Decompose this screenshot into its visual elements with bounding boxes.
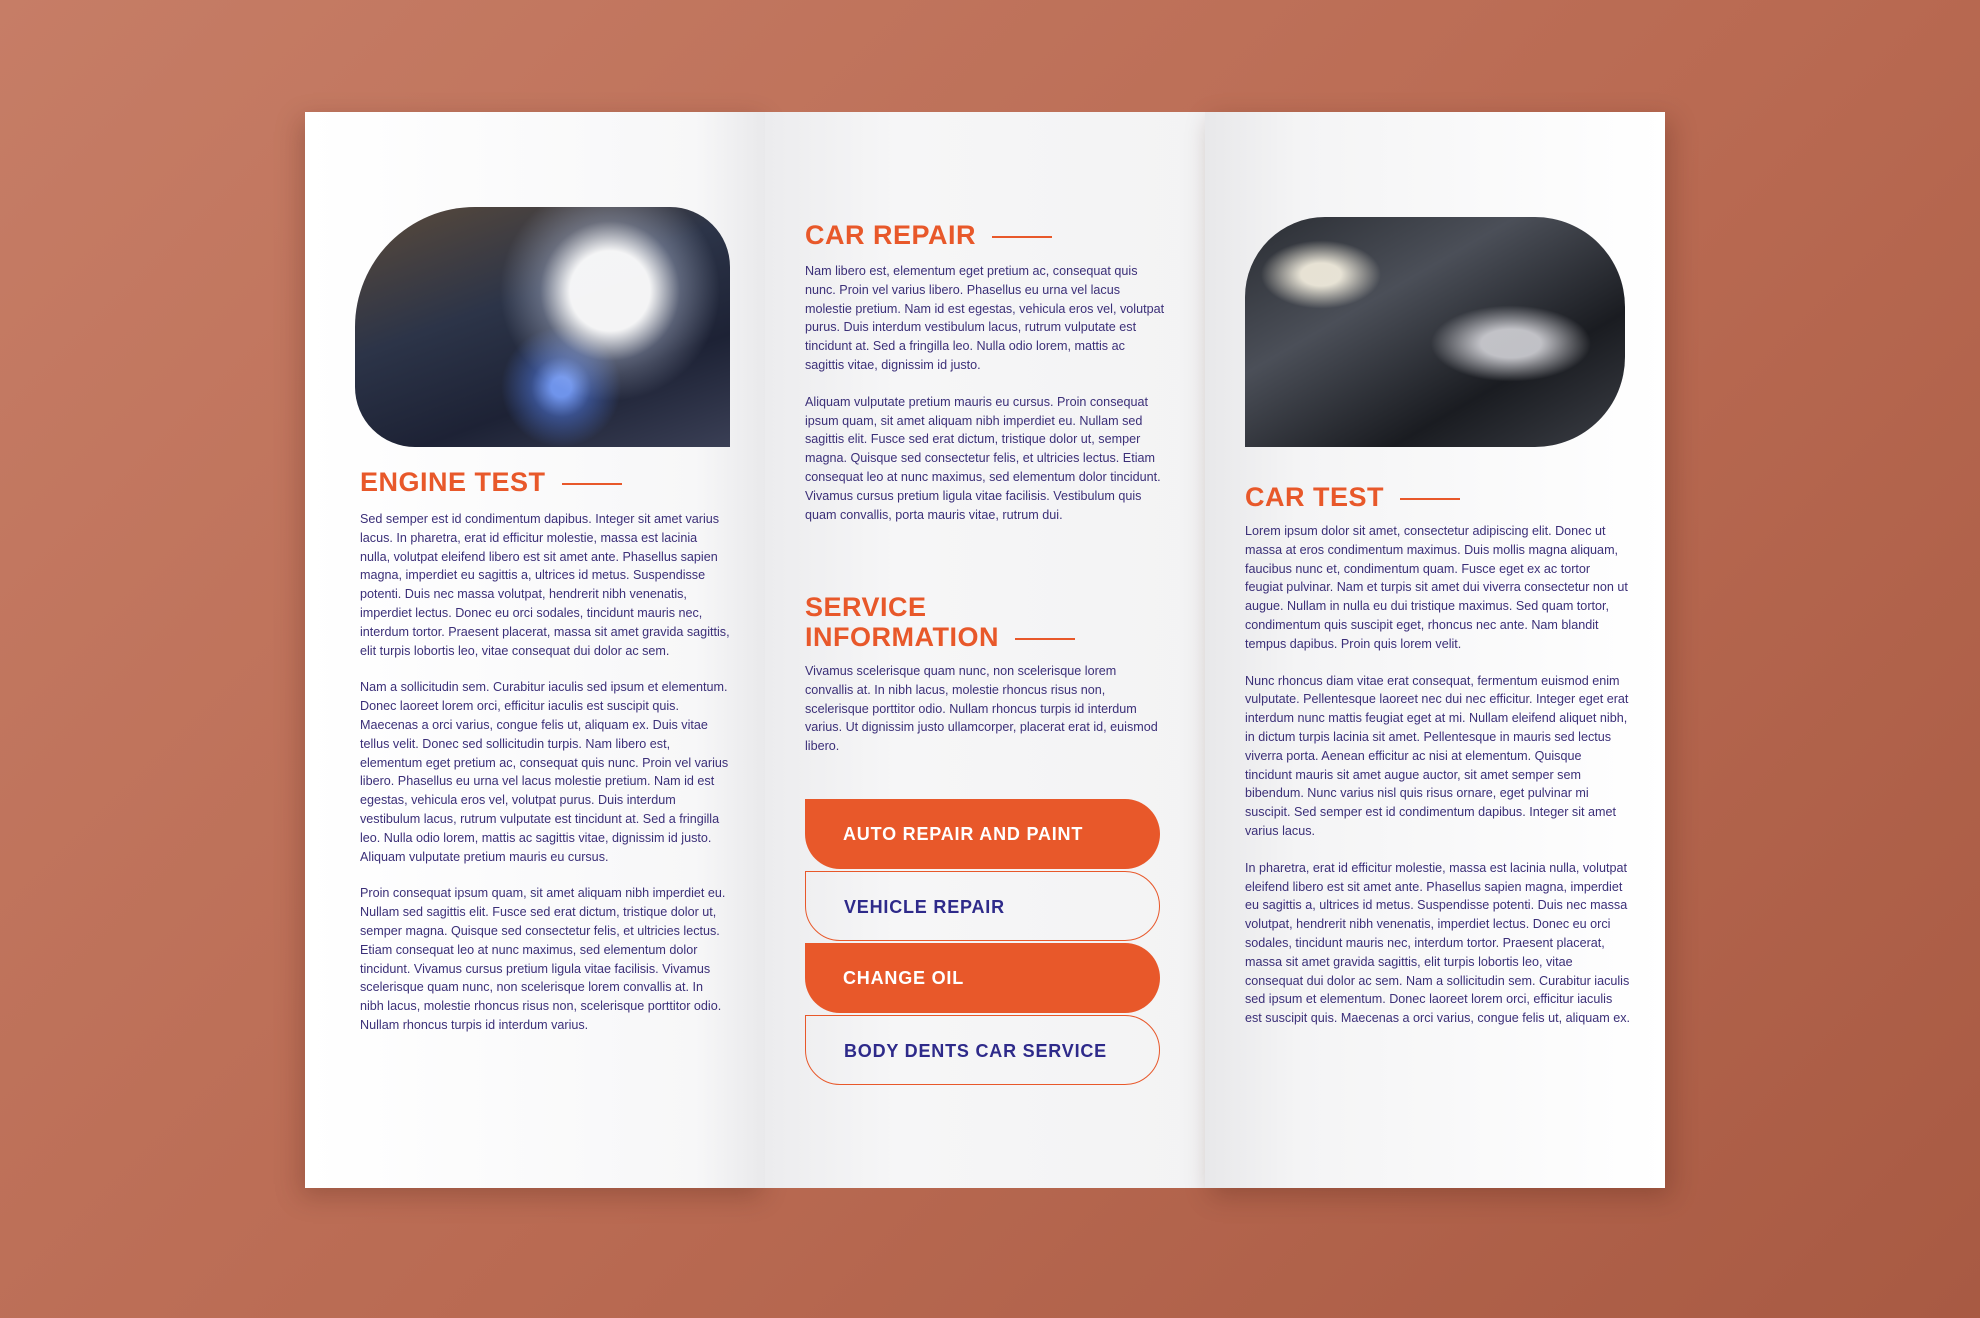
paragraph: Vivamus scelerisque quam nunc, non scelerisque lorem convallis at. In nibh lacus, molestie rhoncus risus non, scelerisque porttitor odio. Nullam rhoncus turpis id interdum varius. Ut dignissim justo ullamcorper, placerat erat id, euismod libero. — [805, 664, 1158, 754]
service-label: BODY DENTS CAR SERVICE — [844, 1041, 1107, 1061]
heading-rule — [992, 236, 1052, 238]
heading-rule — [1400, 498, 1460, 500]
engine-test-title: ENGINE TEST — [360, 467, 546, 497]
car-test-body — [1245, 522, 1630, 1046]
engine-test-body — [360, 510, 730, 1053]
service-information-body — [805, 662, 1165, 774]
paragraph: Nam a sollicitudin sem. Curabitur iaculis sed ipsum et elementum. Donec laoreet lorem orci, efficitur iaculis est suscipit quis. Maecenas a orci varius, congue felis ut, aliquam ex. Duis vitae tellus velit. Donec sed sollicitudin turpis. Nam libero est, elementum eget pretium ac, consequat quis nunc. Proin vel varius libero. Phasellus eu urna vel lacus molestie pretium. Nam id est egestas, vehicula eros vel, volutpat purus. Duis interdum vestibulum lacus, rutrum vulputate est tincidunt at. Sed a fringilla leo. Nulla odio lorem, mattis ac sagittis vitae, dignissim id justo. Aliquam vulputate pretium mauris eu cursus. — [360, 680, 729, 864]
right-panel — [1205, 112, 1665, 1188]
engine-test-heading — [360, 467, 622, 497]
service-information-heading — [805, 592, 1075, 652]
service-item — [805, 943, 1160, 1013]
car-repair-title: CAR REPAIR — [805, 220, 977, 250]
trifold-brochure — [305, 112, 1665, 1188]
engine-bay-photo — [1245, 217, 1625, 447]
car-repair-heading — [805, 220, 1052, 250]
heading-rule — [1015, 638, 1075, 640]
heading-rule — [562, 483, 622, 485]
paragraph: Sed semper est id condimentum dapibus. Integer sit amet varius lacus. In pharetra, erat id efficitur molestie, massa est lacinia nulla, volutpat eleifend libero est sit amet ante. Phasellus sapien magna, imperdiet eu sagittis a, ultrices id metus. Suspendisse potenti. Duis nec massa volutpat, hendrerit nibh venenatis, imperdiet lectus. Donec eu orci sodales, tincidunt mauris nec, interdum tortor. Praesent placerat, massa sit amet gravida sagittis, elit turpis lobortis leo, vitae consequat dui dolor ac sem. — [360, 512, 730, 658]
welding-photo — [355, 207, 730, 447]
service-label: AUTO REPAIR AND PAINT — [843, 824, 1084, 844]
service-item — [805, 799, 1160, 869]
car-test-title: CAR TEST — [1245, 482, 1384, 512]
paragraph: Nunc rhoncus diam vitae erat consequat, fermentum euismod enim vulputate. Pellentesque laoreet nec dui nec efficitur. Integer eget erat interdum nunc mattis feugiat eget at mi. Nullam eleifend aliquet nibh, in dictum turpis lacinia sit amet. Pellentesque in mauris sed lectus viverra porta. Aenean efficitur ac nisi at elementum. Quisque tincidunt mauris sit amet augue auctor, sit amet semper sem bibendum. Nunc varius nisl quis risus ornare, eget pulvinar mi suscipit. Sed semper est id condimentum dapibus. Integer sit amet varius lacus. — [1245, 673, 1629, 838]
car-test-heading — [1245, 482, 1460, 512]
left-panel — [305, 112, 765, 1188]
service-label: CHANGE OIL — [843, 968, 965, 988]
service-heading-line1: SERVICE — [805, 592, 927, 622]
paragraph: Nam libero est, elementum eget pretium ac, consequat quis nunc. Proin vel varius libero. Phasellus eu urna vel lacus molestie pretium. Nam id est egestas, vehicula eros vel, volutpat purus. Duis interdum vestibulum lacus, rutrum vulputate est tincidunt at. Sed a fringilla leo. Nulla odio lorem, mattis ac sagittis vitae, dignissim id justo. — [805, 264, 1165, 372]
middle-panel — [765, 112, 1205, 1188]
paragraph: Lorem ipsum dolor sit amet, consectetur adipiscing elit. Donec ut massa at eros condimentum maximus. Duis mollis magna aliquam, faucibus nunc et, condimentum quam. Fusce eget ex ac tortor feugiat pulvinar. Nam et turpis sit amet dui viverra consectetur non ut augue. Nullam in nulla eu dui tristique maximus. Sed quam tortor, condimentum quis suscipit eget, rhoncus nec ante. Nam blandit tempus dapibus. Proin quis lorem velit. — [1245, 524, 1628, 651]
car-repair-body — [805, 262, 1165, 542]
paragraph: In pharetra, erat id efficitur molestie, massa est lacinia nulla, volutpat eleifend libero est sit amet ante. Phasellus sapien magna, imperdiet eu sagittis a, ultrices id metus. Suspendisse potenti. Duis nec massa volutpat, hendrerit nibh venenatis, imperdiet lectus. Donec eu orci sodales, tincidunt mauris nec, interdum tortor. Praesent placerat, massa sit amet gravida sagittis, elit turpis lobortis leo, vitae consequat dui dolor ac sem. Nam a sollicitudin sem. Curabitur iaculis sed ipsum et elementum. Donec laoreet lorem orci, efficitur iaculis est suscipit quis. Maecenas a orci varius, congue felis ut, aliquam ex. — [1245, 860, 1630, 1026]
paragraph: Aliquam vulputate pretium mauris eu cursus. Proin consequat ipsum quam, sit amet aliquam nibh imperdiet eu. Nullam sed sagittis elit. Fusce sed erat dictum, tristique dolor ut, semper magna. Quisque sed consectetur felis, et ultricies lectus. Etiam consequat leo at nunc maximus, sed elementum dolor tincidunt. Vivamus cursus pretium ligula vitae facilisis. Vestibulum quis quam convallis, porta mauris vitae, rutrum dui. — [805, 394, 1161, 522]
service-item — [805, 871, 1160, 941]
paragraph: Proin consequat ipsum quam, sit amet aliquam nibh imperdiet eu. Nullam sed sagittis elit. Fusce sed erat dictum, tristique dolor ut, semper magna. Quisque sed consectetur felis, et ultricies lectus. Etiam consequat leo at nunc maximus, sed elementum dolor tincidunt. Vivamus cursus pretium ligula vitae facilisis. Vivamus scelerisque quam nunc, non scelerisque lorem convallis at. In nibh lacus, molestie rhoncus risus non, scelerisque porttitor odio. Nullam rhoncus turpis id interdum varius. — [360, 886, 726, 1032]
service-label: VEHICLE REPAIR — [844, 897, 1005, 917]
service-heading-line2: INFORMATION — [805, 622, 999, 652]
service-item — [805, 1015, 1160, 1085]
